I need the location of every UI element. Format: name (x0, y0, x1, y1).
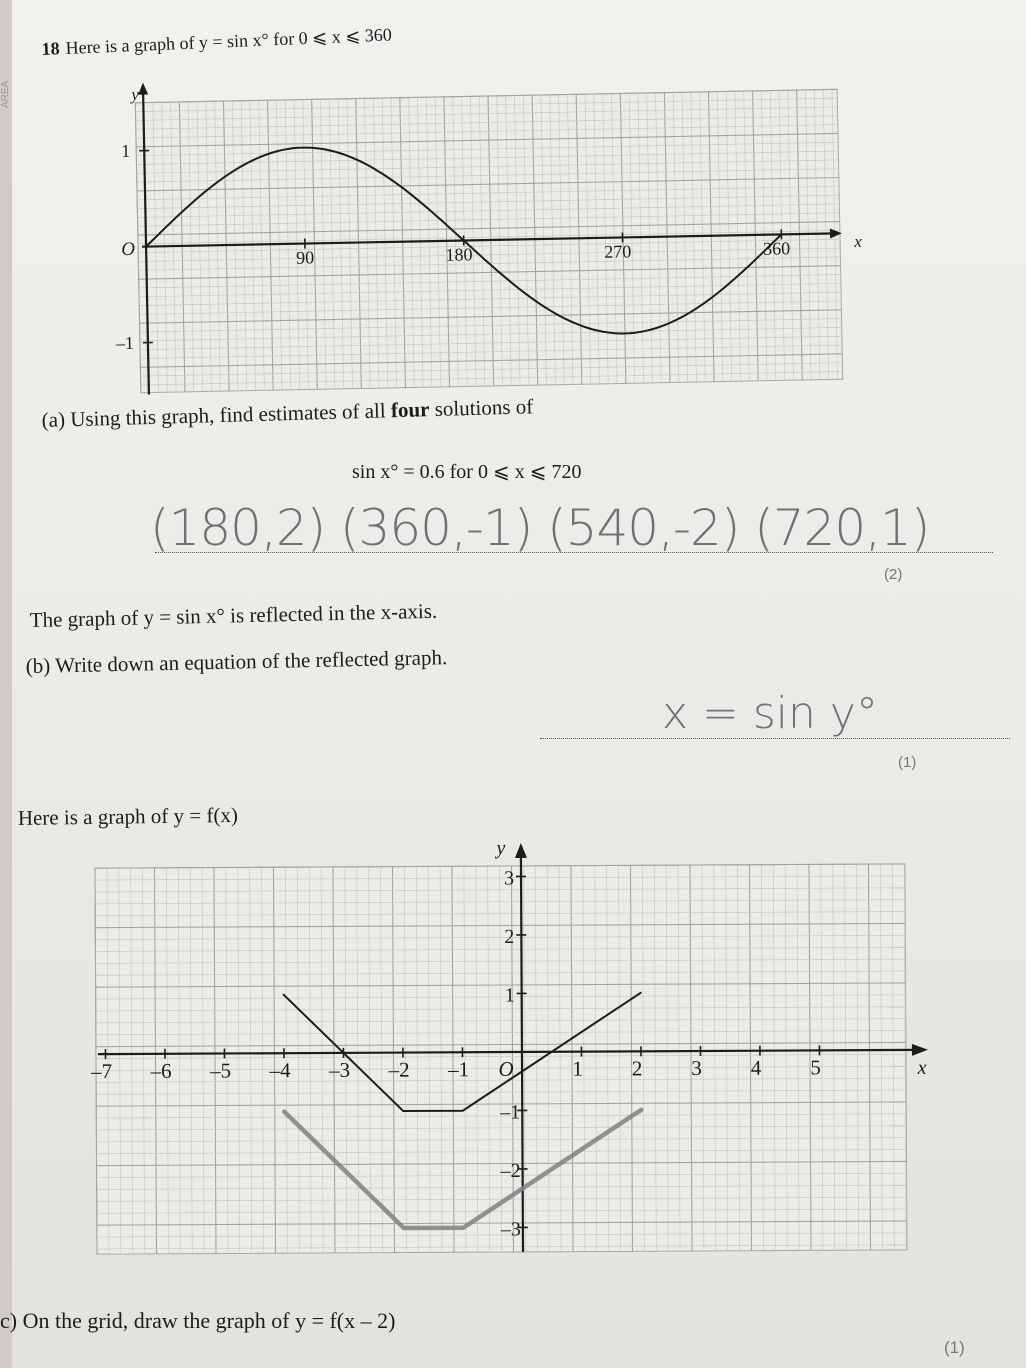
part-b-label: (b) (25, 653, 51, 678)
x-tick-label: 5 (810, 1055, 821, 1080)
question-number: 18 (41, 38, 61, 59)
y-tick-label: –2 (500, 1159, 521, 1183)
part-a-label: (a) (41, 407, 66, 432)
part-b-answer: x = sin y° (662, 688, 878, 739)
reflection-text: The graph of y = sin x° is reflected in the x-axis. (29, 598, 438, 632)
y-tick-label: 3 (503, 867, 515, 890)
x-tick-label: 4 (750, 1055, 762, 1080)
y-axis-arrow (515, 843, 527, 858)
y-tick-label: 1 (121, 140, 131, 162)
x-tick-label: 1 (572, 1056, 583, 1081)
x-tick-label: –5 (209, 1058, 232, 1083)
x-axis-arrow (912, 1044, 928, 1056)
x-tick-label: –2 (388, 1057, 410, 1082)
part-b-marks: (1) (898, 754, 917, 771)
origin-label: O (121, 238, 136, 261)
x-tick-label: 360 (762, 238, 791, 259)
origin-label: O (498, 1056, 514, 1082)
x-tick-label: 3 (691, 1055, 702, 1081)
y-axis-label: y (496, 837, 506, 860)
part-c-question (0, 1310, 395, 1332)
part-b-text: Write down an equation of the reflected graph. (54, 645, 448, 678)
part-c-marks: (1) (944, 1338, 965, 1357)
part-a-text-bold: four (390, 397, 430, 423)
y-tick-label: –1 (500, 1101, 521, 1124)
part-c-label: c) (0, 1308, 18, 1333)
x-tick-label: –7 (90, 1059, 113, 1084)
part-c-text: On the grid, draw the graph of y = f(x – 2) (22, 1308, 396, 1333)
x-tick-label: –6 (150, 1058, 172, 1083)
y-tick-label: 1 (504, 984, 515, 1007)
x-axis-label: x (854, 231, 863, 252)
x-axis-label: x (917, 1056, 927, 1079)
fx-intro: Here is a graph of y = f(x) (17, 802, 239, 830)
y-axis-label: y (131, 84, 140, 104)
question-intro-text: Here is a graph of y = sin x° for 0 ⩽ x ⩽ 360 (65, 24, 393, 58)
x-tick-label: 180 (445, 244, 473, 265)
x-tick-label: –4 (269, 1058, 291, 1083)
y-tick-label: –3 (500, 1218, 521, 1241)
x-tick-label: 90 (295, 247, 315, 268)
fx-graph-group (89, 835, 929, 1254)
part-a-marks: (2) (884, 566, 903, 583)
y-tick-label: –1 (115, 332, 135, 354)
part-a-text-post: solutions of (434, 394, 534, 422)
y-tick-label: 2 (504, 925, 515, 949)
x-tick-label: 2 (631, 1056, 643, 1081)
x-tick-label: 270 (604, 241, 632, 262)
x-tick-label: –1 (447, 1057, 470, 1082)
part-a-text-pre: Using this graph, find estimates of all (69, 398, 387, 432)
part-a-equation: sin x° = 0.6 for 0 ⩽ x ⩽ 720 (352, 461, 582, 483)
x-tick-label: –3 (328, 1057, 351, 1082)
part-a-answer: (180,2) (360,-1) (540,-2) (720,1) (150, 499, 930, 557)
margin-text: AREA (0, 80, 11, 108)
